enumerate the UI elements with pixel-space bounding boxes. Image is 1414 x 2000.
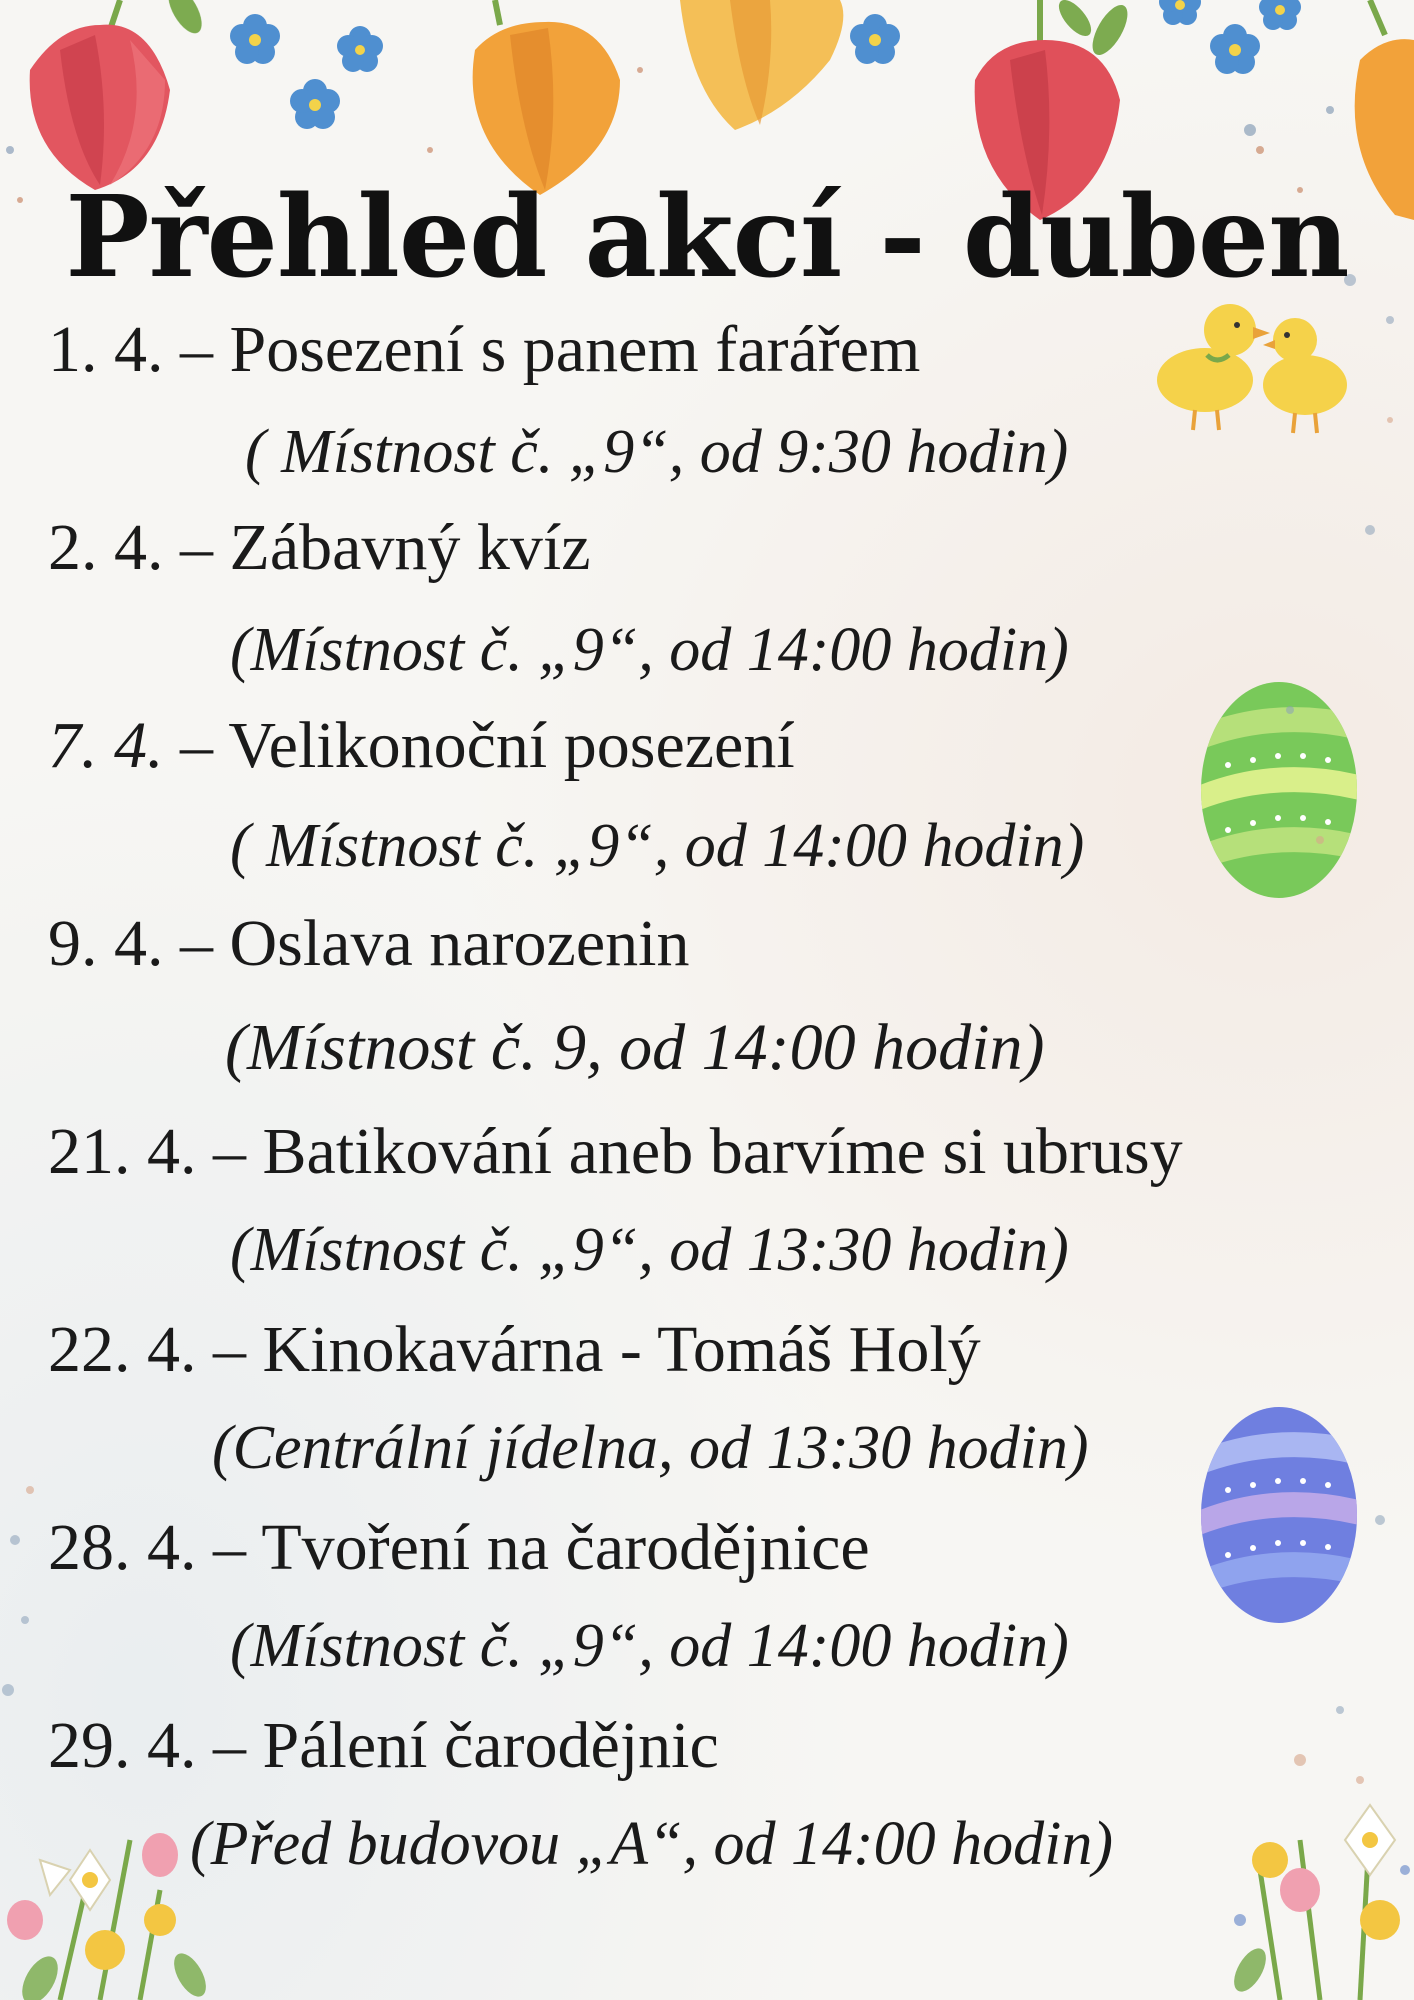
event-name: Posezení s panem farářem [229,313,921,386]
event-name: Velikonoční posezení [228,709,795,782]
event-title [48,310,920,390]
event-name: Batikování aneb barvíme si ubrusy [262,1115,1183,1188]
event-dash: – [180,907,213,980]
event-date: 28. 4. [48,1511,197,1584]
event-dash: – [213,1709,246,1782]
event-dash: – [213,1511,246,1584]
event-name: Pálení čarodějnic [262,1709,719,1782]
event-dash: – [180,709,213,782]
event-detail: (Místnost č. „9“, od 14:00 hodin) [230,616,1069,684]
event-dash: – [213,1313,246,1386]
event-name: Oslava narozenin [229,907,690,980]
event-name: Tvoření na čarodějnice [261,1511,870,1584]
event-detail: (Místnost č. 9, od 14:00 hodin) [225,1011,1045,1084]
event-title [48,706,795,786]
event-title [48,904,689,984]
event-detail: (Místnost č. „9“, od 14:00 hodin) [230,1612,1069,1680]
event-detail: (Centrální jídelna, od 13:30 hodin) [212,1414,1089,1482]
event-detail: (Před budovou „A“, od 14:00 hodin) [190,1810,1114,1878]
event-detail: ( Místnost č. „9“, od 14:00 hodin) [230,812,1085,880]
page-title: Přehled akcí - duben [65,172,1349,303]
event-detail: (Místnost č. „9“, od 13:30 hodin) [230,1216,1069,1284]
event-date: 1. 4. [48,313,164,386]
event-date: 21. 4. [48,1115,197,1188]
event-title [48,1508,870,1588]
event-date: 22. 4. [48,1313,197,1386]
event-name: Zábavný kvíz [229,511,591,584]
event-detail: ( Místnost č. „9“, od 9:30 hodin) [245,418,1069,486]
event-title [48,1112,1183,1192]
event-date: 29. 4. [48,1709,197,1782]
event-dash: – [213,1115,246,1188]
event-date: 2. 4. [48,511,164,584]
event-name: Kinokavárna - Tomáš Holý [262,1313,981,1386]
event-dash: – [180,511,213,584]
event-date: 9. 4. [48,907,164,980]
event-dash: – [180,313,213,386]
event-title [48,1310,981,1390]
event-date: 7. 4. [48,709,164,782]
event-title [48,1706,719,1786]
event-title [48,508,591,588]
